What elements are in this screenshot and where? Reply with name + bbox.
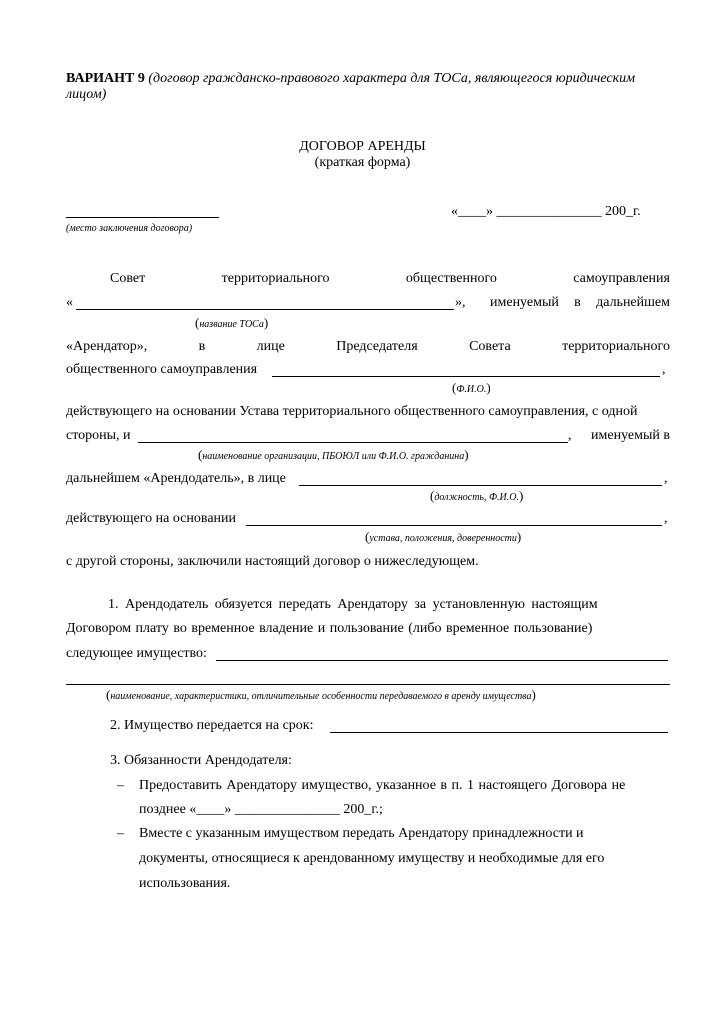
caption-property: (наименование, характеристики, отличительные особенности передаваемого в аренду имущества) (106, 687, 536, 702)
place-caption: (место заключения договора) (66, 223, 193, 234)
caption-org-text: наименование организации, ПБОЮЛ или Ф.И.О. гражданина (202, 451, 465, 462)
chairman-fio-blank[interactable] (272, 376, 660, 377)
document-subtitle: (краткая форма) (314, 155, 411, 170)
caption-property-text: наименование, характеристики, отличительные особенности передаваемого в аренду имущества (110, 691, 532, 702)
comma: , (664, 471, 668, 486)
bullet-1-line-2: позднее «____» _______________ 200_г.; (139, 802, 383, 817)
document-title: ДОГОВОР АРЕНДЫ (299, 139, 426, 154)
acting-basis-label: действующего на основании (66, 511, 237, 526)
word: территориального (562, 339, 670, 354)
word: в (198, 339, 206, 354)
word: «Арендатор», (66, 339, 148, 354)
word: в (574, 295, 581, 310)
property-blank-2[interactable] (66, 684, 670, 685)
date-field[interactable]: «____» _______________ 200_г. (451, 204, 641, 219)
tos-name-blank[interactable] (76, 309, 454, 310)
place-blank[interactable] (66, 217, 219, 218)
variant-line (66, 72, 635, 86)
bullet-1-line-1: Предоставить Арендатору имущество, указанное в п. 1 настоящего Договора не (139, 778, 626, 793)
clause-1-line-1 (108, 598, 670, 612)
variant-label: ВАРИАНТ 9 (66, 71, 145, 86)
bullet-dash: – (117, 826, 124, 841)
word: лице (256, 339, 285, 354)
landlord-position-blank[interactable] (299, 485, 662, 486)
word: Председателя (336, 339, 418, 354)
caption-fio: (Ф.И.О.) (452, 380, 491, 395)
word: именуемый (490, 295, 559, 310)
word: территориального (221, 271, 330, 286)
named-in: именуемый в (591, 428, 670, 443)
property-blank-1[interactable] (216, 660, 668, 661)
caption-tos-text: название ТОСа (199, 319, 264, 330)
clause-1-line-2: Договором плату во временное владение и пользование (либо временное пользование) (66, 621, 593, 636)
further-line: дальнейшем «Арендодатель», в лице (66, 471, 286, 486)
variant-note-cont: лицом) (66, 87, 107, 102)
parties-line-3 (66, 340, 670, 354)
word: Совета (469, 339, 511, 354)
comma: , (568, 428, 572, 443)
comma: , (664, 511, 668, 526)
bullet-2-line-2: документы, относящиеся к арендованному имуществу и необходимые для его (139, 851, 605, 866)
clause-1-line-3: следующее имущество: (66, 646, 207, 661)
term-blank[interactable] (330, 732, 668, 733)
side-and: стороны, и (66, 428, 131, 443)
quote-close: », (455, 295, 466, 310)
landlord-name-blank[interactable] (138, 442, 568, 443)
clause-2: 2. Имущество передается на срок: (110, 718, 314, 733)
bullet-2-line-3: использования. (139, 876, 231, 891)
clause-3: 3. Обязанности Арендодателя: (110, 753, 292, 768)
named-further (490, 296, 670, 310)
caption-position: (должность, Ф.И.О.) (430, 488, 524, 503)
self-gov-label: общественного самоуправления (66, 362, 258, 377)
bullet-2-line-1: Вместе с указанным имуществом передать Арендатору принадлежности и (139, 826, 584, 841)
acting-line: действующего на основании Устава территориального общественного самоуправления, с одной (66, 404, 638, 419)
caption-tos: (название ТОСа) (195, 315, 269, 330)
caption-org: (наименование организации, ПБОЮЛ или Ф.И.О. гражданина) (198, 447, 469, 462)
clause-1-text: 1. Арендодатель обязуется передать Арендатору за установленную настоящим (108, 597, 598, 612)
word: самоуправления (573, 271, 670, 286)
bullet-dash: – (117, 778, 124, 793)
caption-basis-text: устава, положения, доверенности (369, 533, 517, 544)
caption-fio-text: Ф.И.О. (456, 384, 487, 395)
word: дальнейшем (596, 295, 670, 310)
parties-line-1 (110, 272, 670, 286)
quote-open: « (66, 295, 73, 310)
variant-note: (договор гражданско-правового характера для ТОСа, являющегося юридическим (148, 71, 636, 86)
basis-blank[interactable] (246, 525, 662, 526)
word: Совет (110, 271, 146, 286)
comma: , (662, 362, 666, 377)
other-side-line: с другой стороны, заключили настоящий договор о нижеследующем. (66, 554, 479, 569)
word: общественного (405, 271, 497, 286)
caption-position-text: должность, Ф.И.О. (434, 492, 519, 503)
caption-basis: (устава, положения, доверенности) (365, 529, 522, 544)
